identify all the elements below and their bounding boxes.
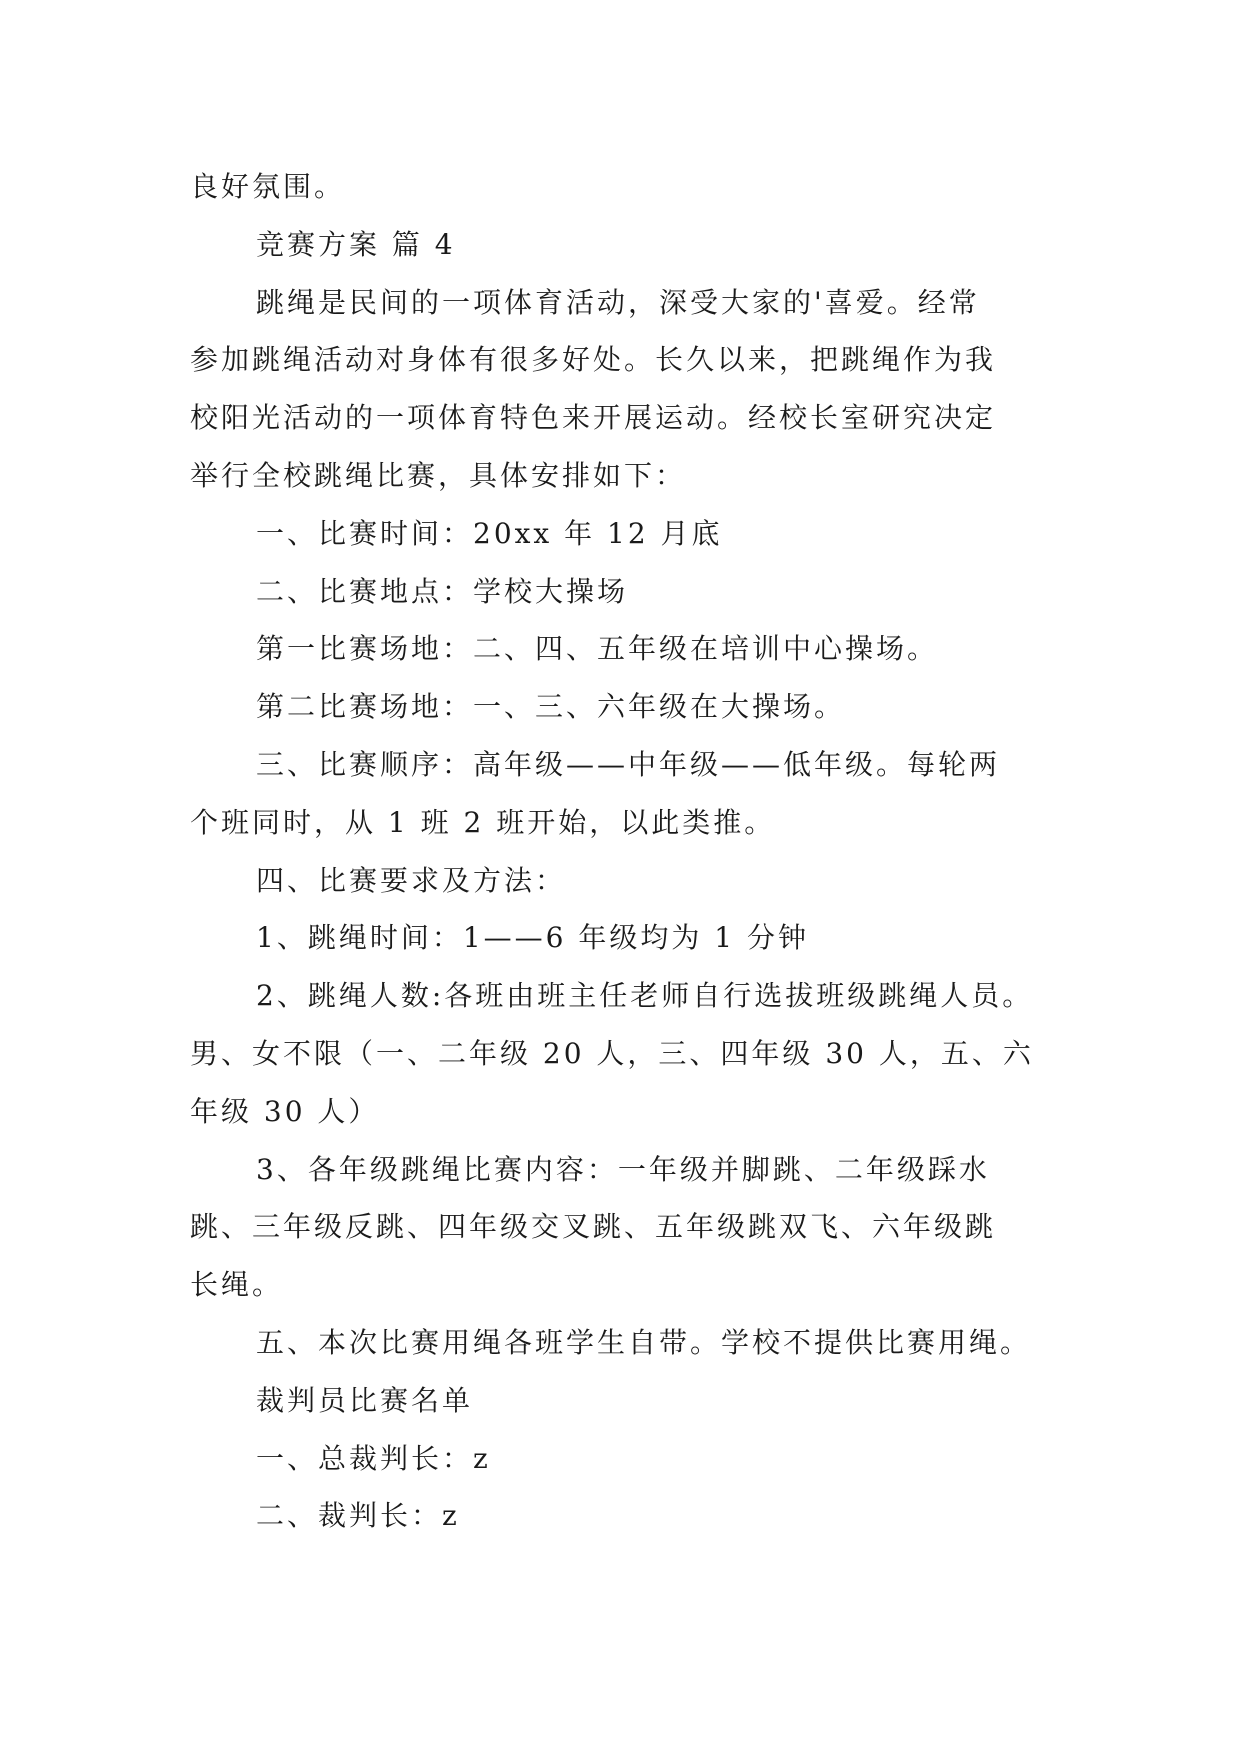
section-heading: 竞赛方案 篇 4 [256,227,456,261]
referee: 二、裁判长：z [256,1499,460,1533]
requirement-item: 1、跳绳时间：1——6 年级均为 1 分钟 [256,921,809,955]
intro-paragraph-line: 跳绳是民间的一项体育活动，深受大家的'喜爱。经常 [256,285,980,319]
requirement-item: 长绳。 [190,1268,284,1302]
intro-paragraph-line: 举行全校跳绳比赛，具体安排如下： [190,458,687,492]
competition-location: 二、比赛地点：学校大操场 [256,574,629,608]
intro-paragraph-line: 校阳光活动的一项体育特色来开展运动。经校长室研究决定 [190,401,997,435]
requirement-item: 2、跳绳人数:各班由班主任老师自行选拔班级跳绳人员。 [256,979,1034,1013]
intro-paragraph-line: 参加跳绳活动对身体有很多好处。长久以来，把跳绳作为我 [190,343,997,377]
competition-order: 三、比赛顺序：高年级——中年级——低年级。每轮两 [256,747,1001,781]
venue-two: 第二比赛场地：一、三、六年级在大操场。 [256,690,846,724]
competition-time: 一、比赛时间：20xx 年 12 月底 [256,516,723,550]
text-line-continuation: 良好氛围。 [190,170,346,203]
document-body [190,158,1050,1545]
chief-referee: 一、总裁判长：z [256,1441,491,1475]
requirement-item: 3、各年级跳绳比赛内容：一年级并脚跳、二年级踩水 [256,1152,990,1186]
requirement-item: 跳、三年级反跳、四年级交叉跳、五年级跳双飞、六年级跳 [190,1210,997,1244]
requirements-heading: 四、比赛要求及方法： [256,863,567,897]
competition-order: 个班同时，从 1 班 2 班开始，以此类推。 [190,805,776,839]
requirement-item: 男、女不限（一、二年级 20 人，三、四年级 30 人，五、六 [190,1036,1034,1070]
requirement-item: 年级 30 人） [190,1094,380,1128]
venue-one: 第一比赛场地：二、四、五年级在培训中心操场。 [256,632,939,666]
referee-list-heading: 裁判员比赛名单 [256,1383,474,1417]
rope-note: 五、本次比赛用绳各班学生自带。学校不提供比赛用绳。 [256,1325,1032,1359]
